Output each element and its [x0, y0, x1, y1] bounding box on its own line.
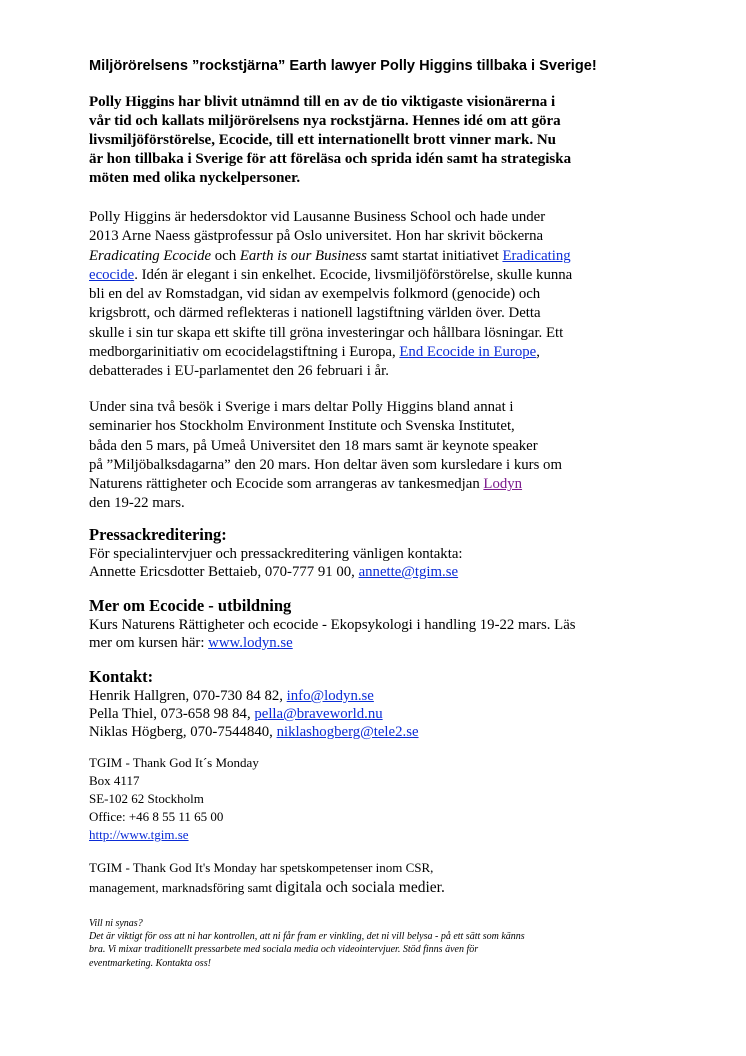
lead-paragraph — [89, 93, 659, 188]
text-line — [89, 634, 576, 652]
paragraph-background — [89, 208, 572, 382]
headline: Miljörörelsens ”rockstjärna” Earth lawyer Polly Higgins tillbaka i Sverige! — [89, 58, 597, 74]
contact-email-link[interactable]: niklashogberg@tele2.se — [276, 724, 419, 740]
lead-line: Polly Higgins har blivit utnämnd till en av de tio viktigaste visionärerna i — [89, 94, 556, 110]
lodyn-link[interactable]: Lodyn — [483, 476, 523, 493]
text-line: den 19-22 mars. — [89, 495, 185, 512]
contact-email-link[interactable]: pella@braveworld.nu — [254, 706, 383, 722]
text-line: debatterades i EU-parlamentet den 26 februari i år. — [89, 363, 389, 380]
contact-person — [89, 705, 419, 723]
eradicating-ecocide-link[interactable]: Eradicating — [502, 247, 571, 264]
address-line: Office: +46 8 55 11 65 00 — [89, 809, 224, 824]
text-fragment: digitala och sociala medier. — [275, 879, 445, 896]
text-line: skulle i sin tur skapa ett skifte till gröna investeringar och hållbara lösningar. Ett — [89, 324, 564, 341]
more-section — [89, 596, 576, 652]
text-line: Polly Higgins är hedersdoktor vid Lausanne Business School och hade under — [89, 209, 546, 225]
text-line: 2013 Arne Naess gästprofessur på Oslo universitet. Hon har skrivit böckerna — [89, 228, 544, 245]
text-line: seminarier hos Stockholm Environment Institute och Svenska Institutet, — [89, 418, 515, 435]
more-heading: Mer om Ecocide - utbildning — [89, 596, 292, 615]
text-fragment: management, marknadsföring samt — [89, 880, 276, 895]
text-line: TGIM - Thank God It's Monday har spetskompetenser inom CSR, — [89, 860, 434, 875]
tgim-description — [89, 858, 445, 898]
contact-email-link[interactable]: info@lodyn.se — [286, 688, 374, 704]
text-line: båda den 5 mars, på Umeå Universitet den 18 mars samt är keynote speaker — [89, 437, 538, 454]
end-ecocide-link[interactable]: End Ecocide in Europe — [399, 344, 537, 361]
address-line — [89, 826, 259, 844]
contact-text: Niklas Högberg, 070-7544840, — [89, 724, 277, 740]
text-fragment: medborgarinitiativ om ecocidelagstiftning i Europa, — [89, 344, 400, 361]
text-fragment: samt startat initiativet — [366, 247, 503, 264]
lodyn-website-link[interactable]: www.lodyn.se — [208, 635, 293, 651]
text-line: bli en del av Romstadgan, vid sidan av exempelvis folkmord (genocide) och — [89, 286, 541, 303]
text-line: Under sina två besök i Sverige i mars deltar Polly Higgins bland annat i — [89, 399, 514, 415]
press-section — [89, 525, 463, 581]
book-title: Eradicating Ecocide — [89, 247, 212, 264]
footer-line: Det är viktigt för oss att ni har kontrollen, att ni får fram er vinkling, det ni vill belysa - på ett sätt som känns — [89, 931, 525, 943]
text-line — [89, 266, 572, 285]
text-line: krigsbrott, och därmed reflekteras i nationell lagstiftning världen över. Detta — [89, 305, 541, 322]
annette-email-link[interactable]: annette@tgim.se — [358, 564, 459, 580]
text-line — [89, 247, 572, 266]
contact-text: Henrik Hallgren, 070-730 84 82, — [89, 688, 287, 704]
text-line — [89, 563, 463, 581]
address-line: SE-102 62 Stockholm — [89, 791, 204, 806]
contact-person — [89, 687, 419, 705]
text-line: Kurs Naturens Rättigheter och ecocide - Ekopsykologi i handling 19-22 mars. Läs — [89, 617, 576, 633]
text-fragment: , — [536, 344, 540, 361]
address-line: Box 4117 — [89, 773, 140, 788]
text-line: För specialintervjuer och pressackreditering vänligen kontakta: — [89, 546, 463, 562]
address-block — [89, 754, 259, 844]
lead-line: möten med olika nyckelpersoner. — [89, 170, 301, 186]
footer-line: bra. Vi mixar traditionellt pressarbete med sociala media och videointervjuer. Stöd finns även för — [89, 944, 479, 956]
contact-section — [89, 667, 419, 741]
tgim-website-link[interactable]: http://www.tgim.se — [89, 827, 189, 842]
footer-line: Vill ni synas? — [89, 918, 143, 929]
text-fragment: Naturens rättigheter och Ecocide som arrangeras av tankesmedjan — [89, 476, 484, 493]
lead-line: livsmiljöförstörelse, Ecocide, till ett internationellt brott vinner mark. Nu — [89, 132, 557, 148]
book-title: Earth is our Business — [239, 247, 367, 264]
press-heading: Pressackreditering: — [89, 525, 227, 544]
text-fragment: mer om kursen här: — [89, 635, 209, 651]
text-line: på ”Miljöbalksdagarna” den 20 mars. Hon deltar även som kursledare i kurs om — [89, 456, 562, 473]
address-line: TGIM - Thank God It´s Monday — [89, 755, 259, 770]
lead-line: är hon tillbaka i Sverige för att föreläsa och sprida idén samt ha strategiska — [89, 151, 572, 167]
text-line — [89, 343, 572, 362]
contact-heading: Kontakt: — [89, 667, 154, 686]
text-fragment: och — [211, 247, 240, 264]
text-fragment: Annette Ericsdotter Bettaieb, 070-777 91 00, — [89, 564, 359, 580]
eradicating-ecocide-link-cont[interactable]: ecocide — [89, 266, 135, 283]
contact-person — [89, 723, 419, 741]
text-line — [89, 878, 445, 898]
text-fragment: . Idén är elegant i sin enkelhet. Ecocide, livsmiljöförstörelse, skulle kunna — [134, 266, 573, 283]
lead-line: vår tid och kallats miljörörelsens nya rockstjärna. Hennes idé om att göra — [89, 113, 561, 129]
footer-note — [89, 917, 669, 970]
paragraph-visits — [89, 398, 562, 514]
footer-line: eventmarketing. Kontakta oss! — [89, 957, 211, 969]
contact-text: Pella Thiel, 073-658 98 84, — [89, 706, 255, 722]
text-line — [89, 475, 562, 494]
